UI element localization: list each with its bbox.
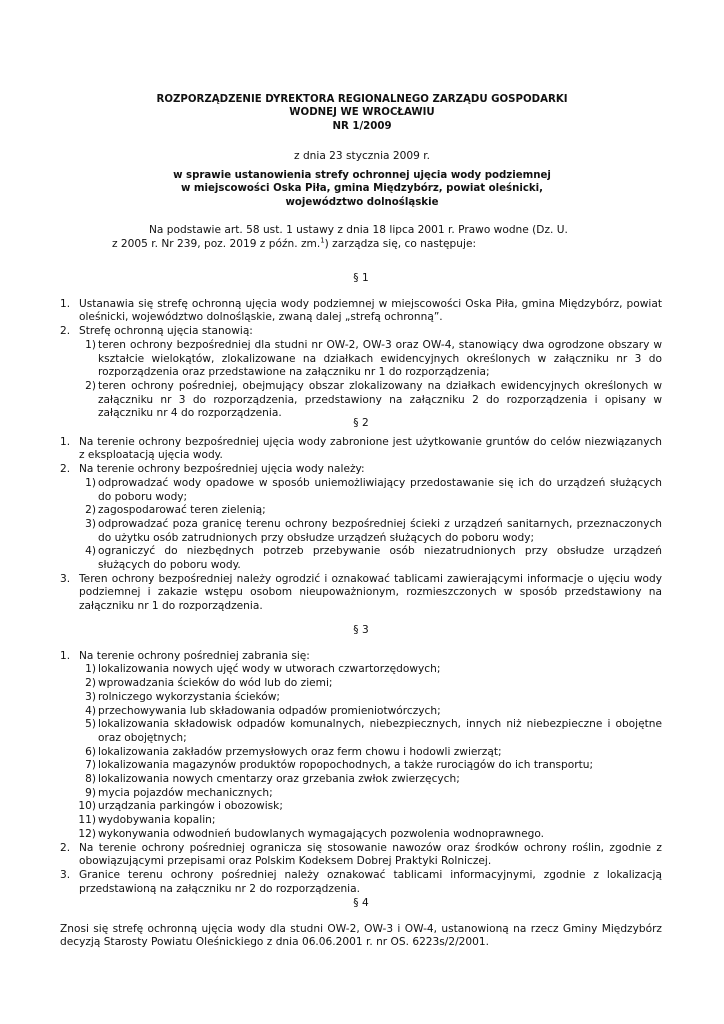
footnote-mark: 1 <box>320 236 325 245</box>
list-item <box>60 573 662 614</box>
list-item <box>60 298 662 325</box>
item-text: Strefę ochronną ujęcia stanowią: <box>79 325 253 338</box>
title-line: WODNEJ WE WROCŁAWIU <box>289 107 435 119</box>
document-date: z dnia 23 stycznia 2009 r. <box>294 150 430 162</box>
sub-text: odprowadzać wody opadowe w sposób uniemożliwiający przedostawanie się ich do urządzeń służących do poboru wody; <box>98 476 662 503</box>
sub-number: 12) <box>78 827 96 840</box>
item-number: 3. <box>60 572 71 585</box>
subject-line: województwo dolnośląskie <box>285 196 439 208</box>
sub-text: odprowadzać poza granicę terenu ochrony bezpośredniej ścieki z urządzeń sanitarnych, przeznaczonych do użytku osób zatrudnionych przy obsłudze urządzeń służących do poboru wody; <box>98 517 662 544</box>
sub-text: zagospodarować teren zielenią; <box>98 504 266 517</box>
sub-number: 5) <box>85 718 96 731</box>
sub-text: mycia pojazdów mechanicznych; <box>98 786 273 799</box>
sub-number: 3) <box>85 517 96 530</box>
sub-text: teren ochrony bezpośredniej dla studni nr OW-2, OW-3 oraz OW-4, stanowiący dwa ogrodzone obszary w kształcie wielokątów, zlokalizowane na działkach ewidencyjnych określonych w załączniku nr 3 do rozporządzenia oraz przedstawione na załączniku nr 1 do rozporządzenia; <box>98 338 662 379</box>
item-text: Granice terenu ochrony pośredniej należy oznakować tablicami informacyjnymi, zgodnie z lokalizacją przedstawioną na załączniku nr 2 do rozporządzenia. <box>79 868 662 895</box>
list-item <box>60 842 662 869</box>
list-item <box>60 869 662 896</box>
section-4-text: Znosi się strefę ochronną ujęcia wody dla studni OW-2, OW-3 i OW-4, ustanowioną na rzecz Gminy Międzybórz decyzją Starosty Powiatu Oleśnickiego z dnia 06.06.2001 r. nr OS. 6223s/2/2001. <box>60 922 662 949</box>
sub-item <box>60 691 662 705</box>
section-heading: § 2 <box>353 417 369 429</box>
sub-item <box>60 339 662 380</box>
item-number: 1. <box>60 297 71 310</box>
document-title <box>60 93 664 133</box>
title-line: NR 1/2009 <box>332 120 392 132</box>
section-heading: § 3 <box>353 624 369 636</box>
sub-number: 3) <box>85 690 96 703</box>
preamble <box>112 224 632 251</box>
sub-text: lokalizowania składowisk odpadów komunalnych, niebezpiecznych, innych niż niebezpieczne i obojętne oraz obojętnych; <box>98 718 662 744</box>
item-number: 2. <box>60 325 71 338</box>
sub-item <box>60 718 662 745</box>
section-4 <box>60 897 662 950</box>
sub-number: 9) <box>85 786 96 799</box>
list-item <box>60 650 662 664</box>
list-item <box>60 463 662 477</box>
sub-text: lokalizowania nowych ujęć wody w utworach czwartorzędowych; <box>98 663 441 676</box>
sub-item <box>60 814 662 828</box>
title-line: ROZPORZĄDZENIE DYREKTORA REGIONALNEGO ZARZĄDU GOSPODARKI <box>156 94 568 105</box>
sub-number: 1) <box>85 663 96 676</box>
sub-item <box>60 705 662 719</box>
sub-number: 2) <box>85 677 96 690</box>
list-item <box>60 325 662 339</box>
section-heading: § 1 <box>353 272 369 284</box>
sub-text: wykonywania odwodnień budowlanych wymagających pozwolenia wodnoprawnego. <box>98 827 545 840</box>
sub-text: wydobywania kopalin; <box>98 814 216 827</box>
sub-item <box>60 518 662 545</box>
sub-text: przechowywania lub składowania odpadów promieniotwórczych; <box>98 704 441 717</box>
sub-text: lokalizowania magazynów produktów ropopochodnych, a także rurociągów do ich transportu; <box>98 759 594 772</box>
sub-number: 4) <box>85 704 96 717</box>
item-text: Na terenie ochrony bezpośredniej ujęcia wody należy: <box>79 463 365 476</box>
sub-text: teren ochrony pośredniej, obejmujący obszar zlokalizowany na działkach ewidencyjnych określonych w załączniku nr 3 do rozporządzenia, przedstawiony na załączniku 2 do rozporządzenia i opisany w załączniku nr 4 do rozporządzenia. <box>98 379 662 420</box>
document-subject <box>60 169 664 209</box>
sub-item <box>60 477 662 504</box>
sub-item <box>60 759 662 773</box>
section-heading: § 4 <box>353 897 369 909</box>
preamble-line-1: Na podstawie art. 58 ust. 1 ustawy z dnia 18 lipca 2001 r. Prawo wodne (Dz. U. <box>149 224 568 236</box>
sub-text: lokalizowania zakładów przemysłowych oraz ferm chowu i hodowli zwierząt; <box>98 745 502 758</box>
sub-number: 1) <box>85 476 96 489</box>
sub-number: 6) <box>85 745 96 758</box>
preamble-line-2 <box>112 238 632 252</box>
item-text: Teren ochrony bezpośredniej należy ogrodzić i oznakować tablicami zawierającymi informacje o ujęciu wody podziemnej i zakazie wstępu osobom nieupoważnionym, rozmieszczonych w sposób przedstawiony na załączniku nr 1 do rozporządzenia. <box>79 572 662 613</box>
sub-item <box>60 663 662 677</box>
subject-line: w sprawie ustanowienia strefy ochronnej ujęcia wody podziemnej <box>173 170 551 181</box>
sub-text: rolniczego wykorzystania ścieków; <box>98 690 280 703</box>
sub-number: 11) <box>78 814 96 827</box>
sub-number: 7) <box>85 759 96 772</box>
preamble-text: z 2005 r. Nr 239, poz. 2019 z późn. zm. <box>112 237 321 250</box>
sub-item <box>60 773 662 787</box>
sub-number: 1) <box>85 338 96 351</box>
sub-item <box>60 787 662 801</box>
sub-number: 10) <box>78 800 96 813</box>
item-number: 3. <box>60 868 71 881</box>
item-number: 2. <box>60 841 71 854</box>
sub-text: wprowadzania ścieków do wód lub do ziemi; <box>98 677 333 690</box>
item-text: Ustanawia się strefę ochronną ujęcia wody podziemnej w miejscowości Oska Piła, gmina Międzybórz, powiat oleśnicki, województwo dolnośląskie, zwaną dalej „strefą ochronną”. <box>79 297 662 324</box>
preamble-text: ) zarządza się, co następuje: <box>324 237 477 250</box>
sub-item <box>60 800 662 814</box>
sub-item <box>60 545 662 572</box>
sub-item <box>60 504 662 518</box>
sub-text: lokalizowania nowych cmentarzy oraz grzebania zwłok zwierzęcych; <box>98 773 460 786</box>
sub-item <box>60 380 662 421</box>
sub-item <box>60 828 662 842</box>
list-item <box>60 436 662 463</box>
section-2 <box>60 417 662 614</box>
sub-text: ograniczyć do niezbędnych potrzeb przebywanie osób niezatrudnionych przy obsłudze urządzeń służących do poboru wody. <box>98 545 662 572</box>
sub-item <box>60 677 662 691</box>
item-text: Na terenie ochrony bezpośredniej ujęcia wody zabronione jest użytkowanie gruntów do celów niezwiązanych z eksploatacją ujęcia wody. <box>79 435 662 462</box>
item-number: 1. <box>60 649 71 662</box>
sub-number: 2) <box>85 379 96 392</box>
section-1 <box>60 272 662 421</box>
section-3 <box>60 624 662 896</box>
sub-number: 2) <box>85 504 96 517</box>
item-text: Na terenie ochrony pośredniej zabrania się: <box>79 649 310 662</box>
sub-item <box>60 746 662 760</box>
sub-number: 4) <box>85 545 96 558</box>
item-number: 2. <box>60 463 71 476</box>
sub-text: urządzania parkingów i obozowisk; <box>98 800 283 813</box>
item-number: 1. <box>60 435 71 448</box>
sub-number: 8) <box>85 773 96 786</box>
subject-line: w miejscowości Oska Piła, gmina Międzybórz, powiat oleśnicki, <box>180 183 544 195</box>
item-text: Na terenie ochrony pośredniej ogranicza się stosowanie nawozów oraz środków ochrony roślin, zgodnie z obowiązującymi przepisami oraz Polskim Kodeksem Dobrej Praktyki Rolniczej. <box>79 841 662 868</box>
